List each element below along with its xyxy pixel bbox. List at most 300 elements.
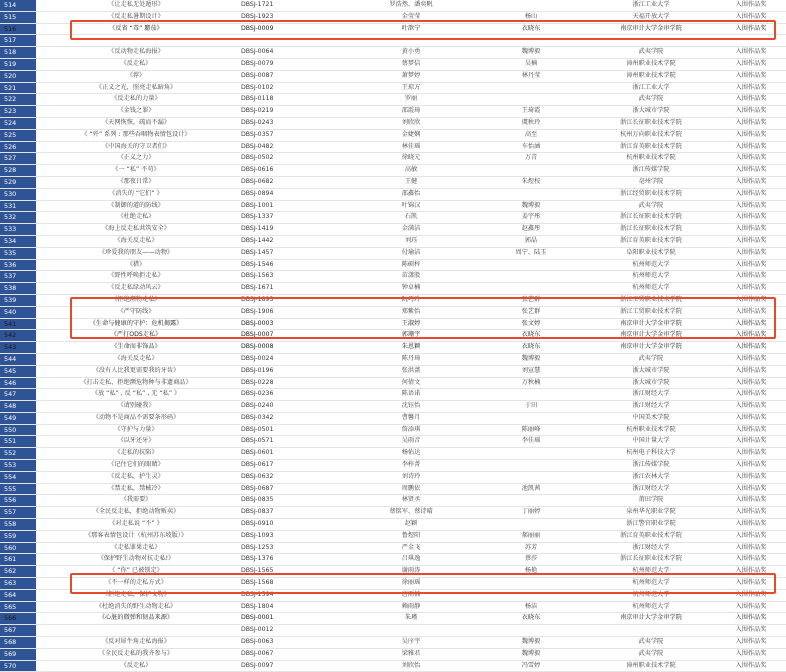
table-row[interactable]: [0, 129, 786, 141]
cell-author[interactable]: 何倩文: [346, 377, 476, 389]
cell-award[interactable]: 入围作品奖: [716, 188, 786, 200]
cell-author[interactable]: 徐晓元: [346, 153, 476, 165]
cell-no[interactable]: 552: [0, 448, 36, 460]
cell-title[interactable]: 《一 “私” 不苟》: [36, 165, 236, 177]
cell-title[interactable]: 《消失的 “它们” 》: [36, 188, 236, 200]
table-row[interactable]: [0, 507, 786, 519]
cell-advisor[interactable]: 周宁、陆玉: [476, 247, 586, 259]
cell-school[interactable]: [586, 625, 716, 637]
cell-author[interactable]: 周鹏依: [346, 483, 476, 495]
cell-no[interactable]: 560: [0, 542, 36, 554]
cell-advisor[interactable]: 衣晓东: [476, 23, 586, 35]
cell-no[interactable]: 538: [0, 283, 36, 295]
cell-school[interactable]: 浙江财经大学: [586, 483, 716, 495]
cell-advisor[interactable]: 杨山: [476, 11, 586, 23]
cell-school[interactable]: 浙江农林大学: [586, 471, 716, 483]
cell-author[interactable]: 刘珏: [346, 235, 476, 247]
cell-advisor[interactable]: 郭晶: [476, 235, 586, 247]
cell-school[interactable]: 浙江财经大学: [586, 401, 716, 413]
table-row[interactable]: [0, 11, 786, 23]
cell-code[interactable]: DBSJ-1906: [236, 306, 346, 318]
cell-no[interactable]: 551: [0, 436, 36, 448]
table-row[interactable]: [0, 377, 786, 389]
cell-no[interactable]: 563: [0, 578, 36, 590]
cell-author[interactable]: 刘欣欣: [346, 117, 476, 129]
cell-author[interactable]: 金满洁: [346, 224, 476, 236]
cell-school[interactable]: 浙大城市学院: [586, 106, 716, 118]
cell-school[interactable]: 中国美术学院: [586, 412, 716, 424]
cell-school[interactable]: 浙江传媒学院: [586, 460, 716, 472]
cell-code[interactable]: DBSJ-1093: [236, 530, 346, 542]
cell-title[interactable]: 《我需要》: [36, 495, 236, 507]
cell-author[interactable]: 邵鑫怡: [346, 188, 476, 200]
cell-award[interactable]: 入围作品奖: [716, 47, 786, 59]
table-row[interactable]: [0, 436, 786, 448]
cell-code[interactable]: DBSJ-0012: [236, 625, 346, 637]
cell-author[interactable]: 罗丽: [346, 94, 476, 106]
cell-no[interactable]: 520: [0, 70, 36, 82]
cell-no[interactable]: 541: [0, 318, 36, 330]
table-row[interactable]: [0, 106, 786, 118]
cell-author[interactable]: 王琼方: [346, 82, 476, 94]
cell-award[interactable]: 入围作品奖: [716, 566, 786, 578]
cell-title[interactable]: 《制御的道的防线》: [36, 200, 236, 212]
cell-code[interactable]: DBSJ-1001: [236, 200, 346, 212]
cell-author[interactable]: [346, 625, 476, 637]
cell-code[interactable]: [236, 35, 346, 47]
cell-title[interactable]: 《走私的抗陷》: [36, 448, 236, 460]
cell-code[interactable]: DBSJ-1568: [236, 578, 346, 590]
cell-advisor[interactable]: 池凯茜: [476, 483, 586, 495]
cell-school[interactable]: 杭州师范大学: [586, 271, 716, 283]
cell-title[interactable]: 《反走私，护生灵》: [36, 471, 236, 483]
cell-award[interactable]: 入围作品奖: [716, 153, 786, 165]
cell-advisor[interactable]: 王琦霞: [476, 106, 586, 118]
table-row[interactable]: [0, 82, 786, 94]
cell-title[interactable]: 《拒绝濒物走私》: [36, 294, 236, 306]
cell-advisor[interactable]: [476, 259, 586, 271]
cell-no[interactable]: 526: [0, 141, 36, 153]
cell-advisor[interactable]: 丁丽婷: [476, 507, 586, 519]
cell-no[interactable]: 536: [0, 259, 36, 271]
table-row[interactable]: [0, 460, 786, 472]
cell-code[interactable]: DBSJ-1671: [236, 283, 346, 295]
table-row[interactable]: [0, 70, 786, 82]
cell-advisor[interactable]: [476, 271, 586, 283]
table-row[interactable]: [0, 247, 786, 259]
cell-code[interactable]: DBSJ-0196: [236, 365, 346, 377]
cell-award[interactable]: 入围作品奖: [716, 117, 786, 129]
cell-school[interactable]: 浙江财经大学: [586, 542, 716, 554]
cell-advisor[interactable]: 林丹莹: [476, 70, 586, 82]
cell-code[interactable]: DBSJ-0837: [236, 507, 346, 519]
cell-school[interactable]: 浙江育英职业技术学院: [586, 141, 716, 153]
table-row[interactable]: [0, 94, 786, 106]
cell-author[interactable]: 吴雨音: [346, 436, 476, 448]
cell-award[interactable]: 入围作品奖: [716, 530, 786, 542]
cell-school[interactable]: 莆田学院: [586, 495, 716, 507]
table-row[interactable]: [0, 530, 786, 542]
cell-award[interactable]: 入围作品奖: [716, 11, 786, 23]
table-row[interactable]: [0, 153, 786, 165]
cell-no[interactable]: 530: [0, 188, 36, 200]
cell-author[interactable]: 邵霞琦: [346, 106, 476, 118]
cell-title[interactable]: 《反走私绿动风云》: [36, 283, 236, 295]
cell-school[interactable]: 浙江工业大学: [586, 82, 716, 94]
cell-school[interactable]: 浙江经贸职业技术学院: [586, 188, 716, 200]
cell-author[interactable]: 吴序宇: [346, 637, 476, 649]
cell-no[interactable]: 516: [0, 23, 36, 35]
cell-school[interactable]: 中国计量大学: [586, 436, 716, 448]
cell-author[interactable]: 徐丽瑶: [346, 578, 476, 590]
table-row[interactable]: [0, 578, 786, 590]
cell-author[interactable]: 赵颖: [346, 519, 476, 531]
cell-award[interactable]: 入围作品奖: [716, 318, 786, 330]
cell-author[interactable]: 罗浩然、潘奕帆: [346, 0, 476, 11]
cell-code[interactable]: DBSJ-0357: [236, 129, 346, 141]
cell-advisor[interactable]: [476, 578, 586, 590]
cell-school[interactable]: 杭州职业技术学院: [586, 424, 716, 436]
cell-school[interactable]: 杭州师范大学: [586, 259, 716, 271]
cell-award[interactable]: 入围作品奖: [716, 483, 786, 495]
cell-code[interactable]: DBSJ-0240: [236, 401, 346, 413]
cell-no[interactable]: 544: [0, 353, 36, 365]
cell-title[interactable]: 《正义之光，照亮走私暗角》: [36, 82, 236, 94]
table-row[interactable]: [0, 23, 786, 35]
cell-school[interactable]: 浙江育英职业技术学院: [586, 530, 716, 542]
cell-no[interactable]: 564: [0, 589, 36, 601]
table-row[interactable]: [0, 637, 786, 649]
cell-award[interactable]: 入围作品奖: [716, 82, 786, 94]
cell-title[interactable]: 《不一样的走私方式》: [36, 578, 236, 590]
cell-title[interactable]: 《那夜日常》: [36, 176, 236, 188]
table-row[interactable]: [0, 306, 786, 318]
cell-advisor[interactable]: 杨洁: [476, 601, 586, 613]
cell-author[interactable]: 金婕娴: [346, 129, 476, 141]
cell-code[interactable]: DBSJ-1457: [236, 247, 346, 259]
cell-advisor[interactable]: [476, 495, 586, 507]
table-row[interactable]: [0, 566, 786, 578]
cell-award[interactable]: 入围作品奖: [716, 283, 786, 295]
cell-award[interactable]: 入围作品奖: [716, 176, 786, 188]
cell-author[interactable]: 沈钰怡: [346, 401, 476, 413]
cell-award[interactable]: 入围作品奖: [716, 637, 786, 649]
cell-school[interactable]: 浙江长征职业技术学院: [586, 117, 716, 129]
cell-advisor[interactable]: 衣晓东: [476, 342, 586, 354]
table-row[interactable]: [0, 342, 786, 354]
cell-school[interactable]: 杭州电子科技大学: [586, 448, 716, 460]
cell-title[interactable]: 《反走私》: [36, 660, 236, 672]
cell-no[interactable]: 548: [0, 401, 36, 413]
cell-author[interactable]: 朱瑾: [346, 613, 476, 625]
cell-author[interactable]: 萧梦婷: [346, 70, 476, 82]
cell-award[interactable]: 入围作品奖: [716, 554, 786, 566]
table-row[interactable]: [0, 235, 786, 247]
cell-code[interactable]: DBSJ-0342: [236, 412, 346, 424]
cell-code[interactable]: DBSJ-0097: [236, 660, 346, 672]
cell-no[interactable]: 532: [0, 212, 36, 224]
cell-award[interactable]: 入围作品奖: [716, 224, 786, 236]
cell-title[interactable]: 《生命而非饰品》: [36, 342, 236, 354]
cell-code[interactable]: DBSJ-0482: [236, 141, 346, 153]
cell-school[interactable]: 杭州师范大学: [586, 566, 716, 578]
cell-title[interactable]: 《放 “私” , 反 “私” , 无 “私” 》: [36, 389, 236, 401]
cell-code[interactable]: DBSJ-0571: [236, 436, 346, 448]
cell-advisor[interactable]: 蔡莎: [476, 554, 586, 566]
cell-award[interactable]: 入围作品奖: [716, 247, 786, 259]
table-row[interactable]: [0, 448, 786, 460]
cell-no[interactable]: 528: [0, 165, 36, 177]
table-row[interactable]: [0, 401, 786, 413]
cell-no[interactable]: 547: [0, 389, 36, 401]
cell-award[interactable]: 入围作品奖: [716, 412, 786, 424]
cell-code[interactable]: DBSJ-0617: [236, 460, 346, 472]
table-row[interactable]: [0, 542, 786, 554]
cell-code[interactable]: DBSJ-0118: [236, 94, 346, 106]
cell-no[interactable]: 558: [0, 519, 36, 531]
cell-award[interactable]: 入围作品奖: [716, 271, 786, 283]
cell-award[interactable]: 入围作品奖: [716, 212, 786, 224]
table-row[interactable]: [0, 648, 786, 660]
cell-title[interactable]: 《心脏的微弹和韧品来源》: [36, 613, 236, 625]
cell-no[interactable]: 518: [0, 47, 36, 59]
cell-award[interactable]: 入围作品奖: [716, 330, 786, 342]
cell-advisor[interactable]: [476, 165, 586, 177]
cell-award[interactable]: 入围作品奖: [716, 377, 786, 389]
cell-code[interactable]: DBSJ-0001: [236, 613, 346, 625]
cell-school[interactable]: 南京审计大学金审学院: [586, 613, 716, 625]
table-row[interactable]: [0, 601, 786, 613]
cell-award[interactable]: 入围作品奖: [716, 389, 786, 401]
cell-award[interactable]: 入围作品奖: [716, 507, 786, 519]
cell-advisor[interactable]: 魏博毅: [476, 200, 586, 212]
cell-author[interactable]: 郑紫怡: [346, 306, 476, 318]
cell-award[interactable]: 入围作品奖: [716, 519, 786, 531]
cell-advisor[interactable]: [476, 460, 586, 472]
cell-award[interactable]: 入围作品奖: [716, 625, 786, 637]
cell-title[interactable]: 《中国海关的守卫者们》: [36, 141, 236, 153]
cell-award[interactable]: 入围作品奖: [716, 106, 786, 118]
cell-no[interactable]: 543: [0, 342, 36, 354]
cell-code[interactable]: DBSJ-0894: [236, 188, 346, 200]
cell-school[interactable]: 泉州华光职业学院: [586, 507, 716, 519]
cell-no[interactable]: 566: [0, 613, 36, 625]
table-row[interactable]: [0, 589, 786, 601]
cell-advisor[interactable]: 刘宣慧: [476, 365, 586, 377]
cell-code[interactable]: DBSJ-0228: [236, 377, 346, 389]
cell-award[interactable]: 入围作品奖: [716, 259, 786, 271]
table-row[interactable]: [0, 318, 786, 330]
cell-code[interactable]: DBSJ-1442: [236, 235, 346, 247]
cell-code[interactable]: DBSJ-0079: [236, 58, 346, 70]
cell-award[interactable]: 入围作品奖: [716, 58, 786, 70]
cell-school[interactable]: 浙大城市学院: [586, 377, 716, 389]
cell-author[interactable]: 朱恩颖: [346, 342, 476, 354]
cell-code[interactable]: DBSJ-1565: [236, 566, 346, 578]
cell-author[interactable]: 金莹莹: [346, 11, 476, 23]
cell-title[interactable]: 《海上反走私共筑安全》: [36, 224, 236, 236]
cell-title[interactable]: 《全民反走私，拒绝动物贩卖》: [36, 507, 236, 519]
table-row[interactable]: [0, 554, 786, 566]
table-row[interactable]: [0, 365, 786, 377]
cell-school[interactable]: 浙江工业大学: [586, 0, 716, 11]
cell-title[interactable]: 《杜绝消失的野生动物走私》: [36, 601, 236, 613]
cell-author[interactable]: 林佳瑶: [346, 141, 476, 153]
cell-school[interactable]: 武夷学院: [586, 94, 716, 106]
cell-advisor[interactable]: 冯雪婷: [476, 660, 586, 672]
cell-school[interactable]: 漳州职业技术学院: [586, 58, 716, 70]
cell-title[interactable]: 《禁走私，禁械冷》: [36, 483, 236, 495]
cell-code[interactable]: DBSJ-0024: [236, 353, 346, 365]
cell-school[interactable]: 南京审计大学金审学院: [586, 342, 716, 354]
cell-author[interactable]: 阮巧玲: [346, 294, 476, 306]
cell-code[interactable]: DBSJ-0007: [236, 330, 346, 342]
cell-no[interactable]: 540: [0, 306, 36, 318]
cell-no[interactable]: 568: [0, 637, 36, 649]
cell-school[interactable]: 天福开放大学: [586, 11, 716, 23]
cell-school[interactable]: 武夷学院: [586, 47, 716, 59]
cell-author[interactable]: 陈语诺: [346, 389, 476, 401]
cell-author[interactable]: 曹馨月: [346, 412, 476, 424]
cell-award[interactable]: 入围作品奖: [716, 648, 786, 660]
cell-school[interactable]: 武夷学院: [586, 353, 716, 365]
cell-author[interactable]: 陈硕梓: [346, 259, 476, 271]
cell-code[interactable]: DBSJ-1804: [236, 601, 346, 613]
cell-advisor[interactable]: [476, 94, 586, 106]
cell-award[interactable]: 入围作品奖: [716, 660, 786, 672]
cell-title[interactable]: 《动物不是商品不需要条形码》: [36, 412, 236, 424]
cell-no[interactable]: 557: [0, 507, 36, 519]
cell-school[interactable]: 浙江长征职业技术学院: [586, 212, 716, 224]
cell-author[interactable]: 詹添琪: [346, 424, 476, 436]
cell-author[interactable]: 吕琪逸: [346, 554, 476, 566]
cell-school[interactable]: 漳州职业技术学院: [586, 660, 716, 672]
cell-title[interactable]: 《守护与力量》: [36, 424, 236, 436]
cell-code[interactable]: DBSJ-1546: [236, 259, 346, 271]
cell-title[interactable]: 《严打ODS走私》: [36, 330, 236, 342]
cell-school[interactable]: 浙江工贸职业技术学院: [586, 294, 716, 306]
cell-title[interactable]: [36, 35, 236, 47]
cell-no[interactable]: 561: [0, 554, 36, 566]
cell-author[interactable]: 高敏: [346, 165, 476, 177]
cell-author[interactable]: 赖雨静: [346, 601, 476, 613]
table-row[interactable]: [0, 330, 786, 342]
cell-code[interactable]: DBSJ-1376: [236, 554, 346, 566]
cell-school[interactable]: 南京审计大学金审学院: [586, 23, 716, 35]
cell-title[interactable]: 《走私罪果走私》: [36, 542, 236, 554]
cell-award[interactable]: 入围作品奖: [716, 436, 786, 448]
cell-author[interactable]: 陈丹琦: [346, 353, 476, 365]
table-row[interactable]: [0, 224, 786, 236]
table-row[interactable]: [0, 424, 786, 436]
cell-code[interactable]: DBSJ-1337: [236, 212, 346, 224]
cell-title[interactable]: 《全民反走私的我齐参与》: [36, 648, 236, 660]
table-row[interactable]: [0, 259, 786, 271]
cell-award[interactable]: 入围作品奖: [716, 424, 786, 436]
cell-award[interactable]: [716, 35, 786, 47]
table-row[interactable]: [0, 471, 786, 483]
cell-advisor[interactable]: 魏博毅: [476, 637, 586, 649]
cell-advisor[interactable]: [476, 412, 586, 424]
cell-title[interactable]: 《没有人比我更需要我的牙齿》: [36, 365, 236, 377]
cell-award[interactable]: 入围作品奖: [716, 200, 786, 212]
cell-award[interactable]: 入围作品奖: [716, 70, 786, 82]
cell-no[interactable]: 555: [0, 483, 36, 495]
cell-code[interactable]: DBSJ-0236: [236, 389, 346, 401]
cell-no[interactable]: 534: [0, 235, 36, 247]
cell-code[interactable]: DBSJ-0501: [236, 424, 346, 436]
cell-school[interactable]: 杭州职业技术学院: [586, 153, 716, 165]
cell-author[interactable]: 蔡梦佶: [346, 58, 476, 70]
cell-advisor[interactable]: 魏博毅: [476, 353, 586, 365]
cell-school[interactable]: 浙江警官职业学院: [586, 519, 716, 531]
cell-award[interactable]: 入围作品奖: [716, 94, 786, 106]
cell-advisor[interactable]: 吴楠: [476, 58, 586, 70]
cell-award[interactable]: 入围作品奖: [716, 589, 786, 601]
cell-no[interactable]: 539: [0, 294, 36, 306]
cell-award[interactable]: 入围作品奖: [716, 129, 786, 141]
cell-title[interactable]: 《 “歼” 系列 : 那些吞咽物表情包设计》: [36, 129, 236, 141]
cell-no[interactable]: 549: [0, 412, 36, 424]
cell-no[interactable]: 517: [0, 35, 36, 47]
cell-advisor[interactable]: [476, 82, 586, 94]
cell-no[interactable]: 565: [0, 601, 36, 613]
cell-code[interactable]: DBSJ-0063: [236, 637, 346, 649]
cell-no[interactable]: 554: [0, 471, 36, 483]
cell-author[interactable]: 叶锦汉: [346, 200, 476, 212]
cell-no[interactable]: 546: [0, 377, 36, 389]
cell-advisor[interactable]: 虞秋玲: [476, 117, 586, 129]
cell-advisor[interactable]: [476, 519, 586, 531]
cell-advisor[interactable]: 衣晓东: [476, 613, 586, 625]
cell-advisor[interactable]: 车怡涵: [476, 141, 586, 153]
cell-award[interactable]: 入围作品奖: [716, 613, 786, 625]
cell-school[interactable]: 南京审计大学金审学院: [586, 330, 716, 342]
cell-school[interactable]: 浙江工贸职业技术学院: [586, 306, 716, 318]
cell-author[interactable]: 付瑜洁: [346, 247, 476, 259]
cell-school[interactable]: 武夷学院: [586, 200, 716, 212]
cell-author[interactable]: 谢雨涛: [346, 566, 476, 578]
cell-award[interactable]: 入围作品奖: [716, 141, 786, 153]
cell-advisor[interactable]: [476, 35, 586, 47]
cell-title[interactable]: 《反走私的力量》: [36, 94, 236, 106]
cell-code[interactable]: DBSJ-0910: [236, 519, 346, 531]
cell-title[interactable]: [36, 625, 236, 637]
cell-school[interactable]: 浙大城市学院: [586, 365, 716, 377]
cell-title[interactable]: 《天网恢恢，疏而不漏》: [36, 117, 236, 129]
cell-code[interactable]: DBSJ-0243: [236, 117, 346, 129]
cell-author[interactable]: 梁雅君: [346, 648, 476, 660]
cell-no[interactable]: 523: [0, 106, 36, 118]
cell-title[interactable]: 《珍爱我的朋友——动物》: [36, 247, 236, 259]
cell-advisor[interactable]: 魏博毅: [476, 648, 586, 660]
cell-award[interactable]: 入围作品奖: [716, 542, 786, 554]
cell-school[interactable]: 武夷学院: [586, 637, 716, 649]
cell-title[interactable]: 《反走私暑期设计》: [36, 11, 236, 23]
table-row[interactable]: [0, 613, 786, 625]
cell-school[interactable]: 杭州师范大学: [586, 589, 716, 601]
cell-school[interactable]: 浙江育英职业技术学院: [586, 235, 716, 247]
cell-award[interactable]: 入围作品奖: [716, 294, 786, 306]
cell-advisor[interactable]: [476, 188, 586, 200]
cell-code[interactable]: DBSJ-0502: [236, 153, 346, 165]
cell-award[interactable]: 入围作品奖: [716, 578, 786, 590]
cell-no[interactable]: 533: [0, 224, 36, 236]
cell-no[interactable]: 567: [0, 625, 36, 637]
cell-school[interactable]: 杭州师范大学: [586, 283, 716, 295]
cell-code[interactable]: DBSJ-0102: [236, 82, 346, 94]
cell-code[interactable]: DBSJ-0687: [236, 483, 346, 495]
